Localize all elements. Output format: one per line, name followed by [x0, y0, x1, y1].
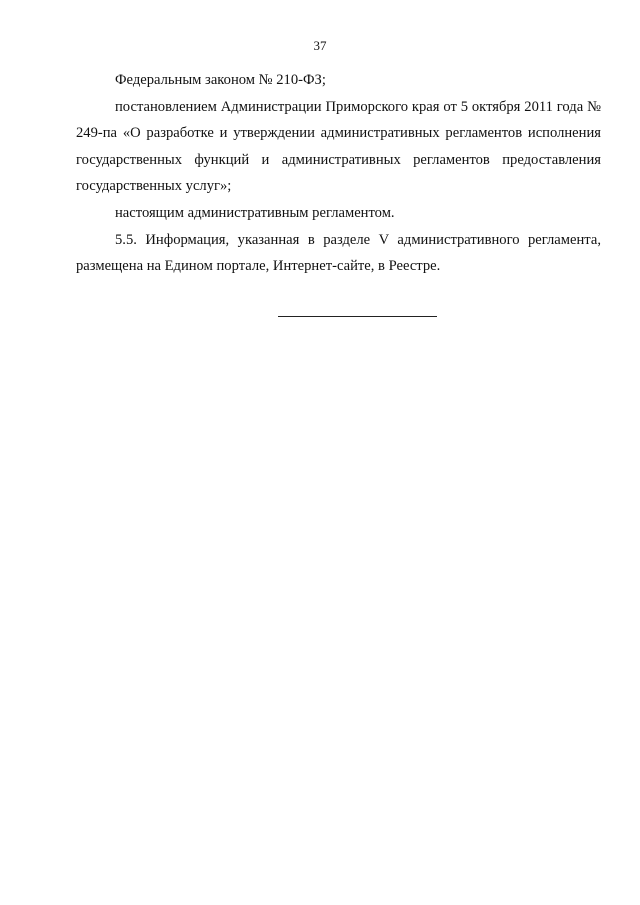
- paragraph-resolution: постановлением Администрации Приморского края от 5 октября 2011 года № 249-па «О разработке и утверждении административных регламентов исполнения государственных функций и административных регламентов предоставления государственных услуг»;: [76, 98, 601, 195]
- end-separator-line: [278, 316, 437, 317]
- paragraph-this-regulation: настоящим административным регламентом.: [115, 204, 395, 221]
- paragraph-section-5-5: 5.5. Информация, указанная в разделе V административного регламента, размещена на Едином портале, Интернет-сайте, в Реестре.: [76, 231, 601, 275]
- document-body: [76, 67, 601, 280]
- paragraph-federal-law: Федеральным законом № 210-ФЗ;: [115, 72, 326, 88]
- page-number: 37: [313, 38, 327, 53]
